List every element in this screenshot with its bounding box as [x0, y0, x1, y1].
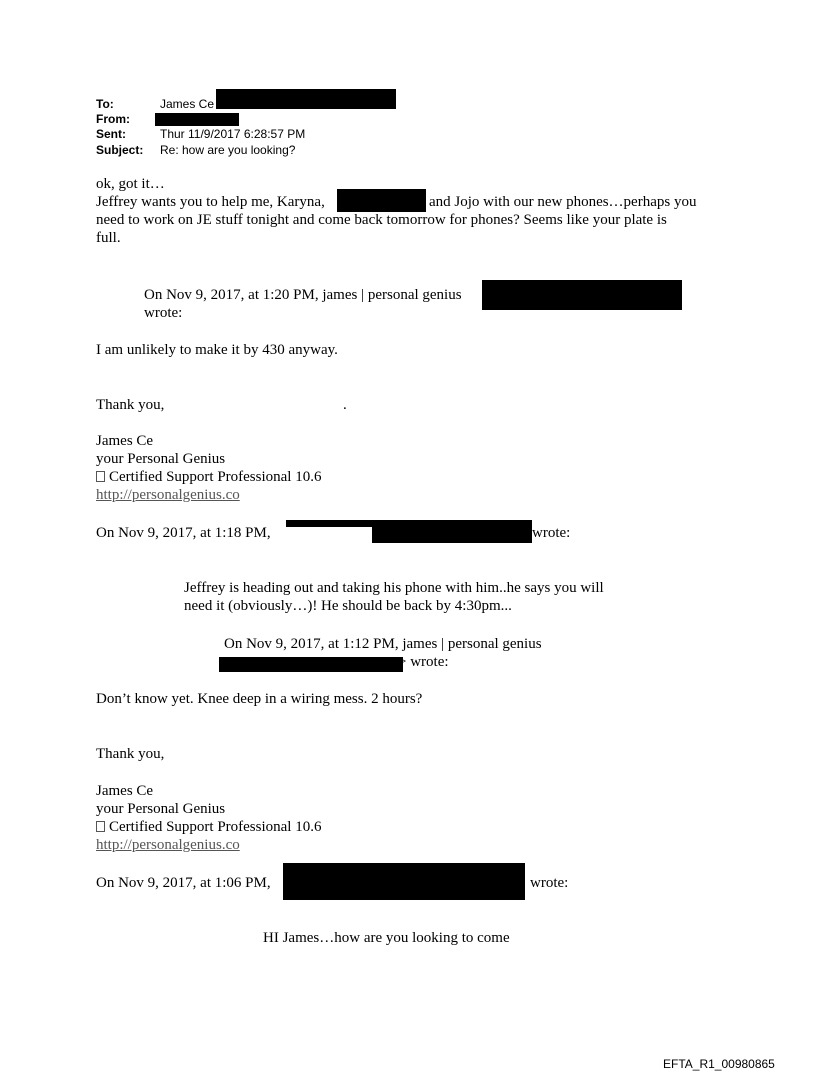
signature2-title: your Personal Genius: [96, 801, 226, 817]
signature1-cert: Certified Support Professional 10.6: [109, 469, 322, 485]
message1-line4: full.: [96, 230, 121, 246]
redaction-email-1: [482, 280, 682, 310]
redaction-sender-4: [283, 863, 525, 900]
redaction-sender-partial: [286, 520, 376, 527]
signature1-cert-row: [96, 468, 321, 487]
message1-line3: need to work on JE stuff tonight and come back tomorrow for phones? Seems like your plate is: [96, 212, 667, 228]
message3-line2: need it (obviously…)! He should be back by 4:30pm...: [184, 598, 512, 614]
quote1-line1: On Nov 9, 2017, at 1:20 PM, james | personal genius: [144, 287, 462, 303]
signature2-cert-row: [96, 818, 321, 837]
quote4-suffix: wrote:: [530, 875, 569, 891]
sent-label: Sent:: [96, 127, 126, 141]
signature2-thanks: Thank you,: [96, 746, 165, 762]
message5-text: HI James…how are you looking to come: [263, 930, 510, 946]
subject-label: Subject:: [96, 143, 144, 157]
signature2-cert: Certified Support Professional 10.6: [109, 819, 322, 835]
message1-line2b: and Jojo with our new phones…perhaps you: [429, 194, 697, 210]
missing-glyph-icon: [96, 471, 105, 482]
missing-glyph-icon: [96, 821, 105, 832]
signature1-thanks: Thank you,: [96, 397, 165, 413]
subject-value: Re: how are you looking?: [160, 143, 296, 157]
redaction-to: [216, 89, 396, 109]
signature1-url-link[interactable]: http://personalgenius.co: [96, 487, 240, 503]
signature2-name: James Ce: [96, 783, 154, 799]
to-label: To:: [96, 97, 114, 111]
signature1-name: James Ce: [96, 433, 154, 449]
to-value: James Ce: [160, 97, 215, 111]
message1-line1: ok, got it…: [96, 176, 165, 192]
from-label: From:: [96, 112, 130, 126]
message4-text: Don’t know yet. Knee deep in a wiring mess. 2 hours?: [96, 691, 423, 707]
redaction-name: [337, 189, 426, 212]
message1-line2a: Jeffrey wants you to help me, Karyna,: [96, 194, 325, 210]
quote4-prefix: On Nov 9, 2017, at 1:06 PM,: [96, 875, 271, 891]
quote3-line1: On Nov 9, 2017, at 1:12 PM, james | personal genius: [224, 636, 542, 652]
message2-text: I am unlikely to make it by 430 anyway.: [96, 342, 338, 358]
redaction-from: [155, 113, 239, 126]
redaction-email-2: [372, 520, 532, 543]
signature2-url-link[interactable]: http://personalgenius.co: [96, 837, 240, 853]
signature1-title: your Personal Genius: [96, 451, 226, 467]
quote2-prefix: On Nov 9, 2017, at 1:18 PM,: [96, 525, 271, 541]
document-id: EFTA_R1_00980865: [663, 1057, 775, 1071]
quote2-suffix: wrote:: [532, 525, 571, 541]
quote1-line2: wrote:: [144, 305, 183, 321]
redaction-email-3: [219, 657, 403, 672]
sent-value: Thur 11/9/2017 6:28:57 PM: [160, 127, 306, 141]
signature1-dot: .: [343, 397, 347, 413]
quote3-line2: > wrote:: [398, 654, 449, 670]
message3-line1: Jeffrey is heading out and taking his phone with him..he says you will: [184, 580, 604, 596]
